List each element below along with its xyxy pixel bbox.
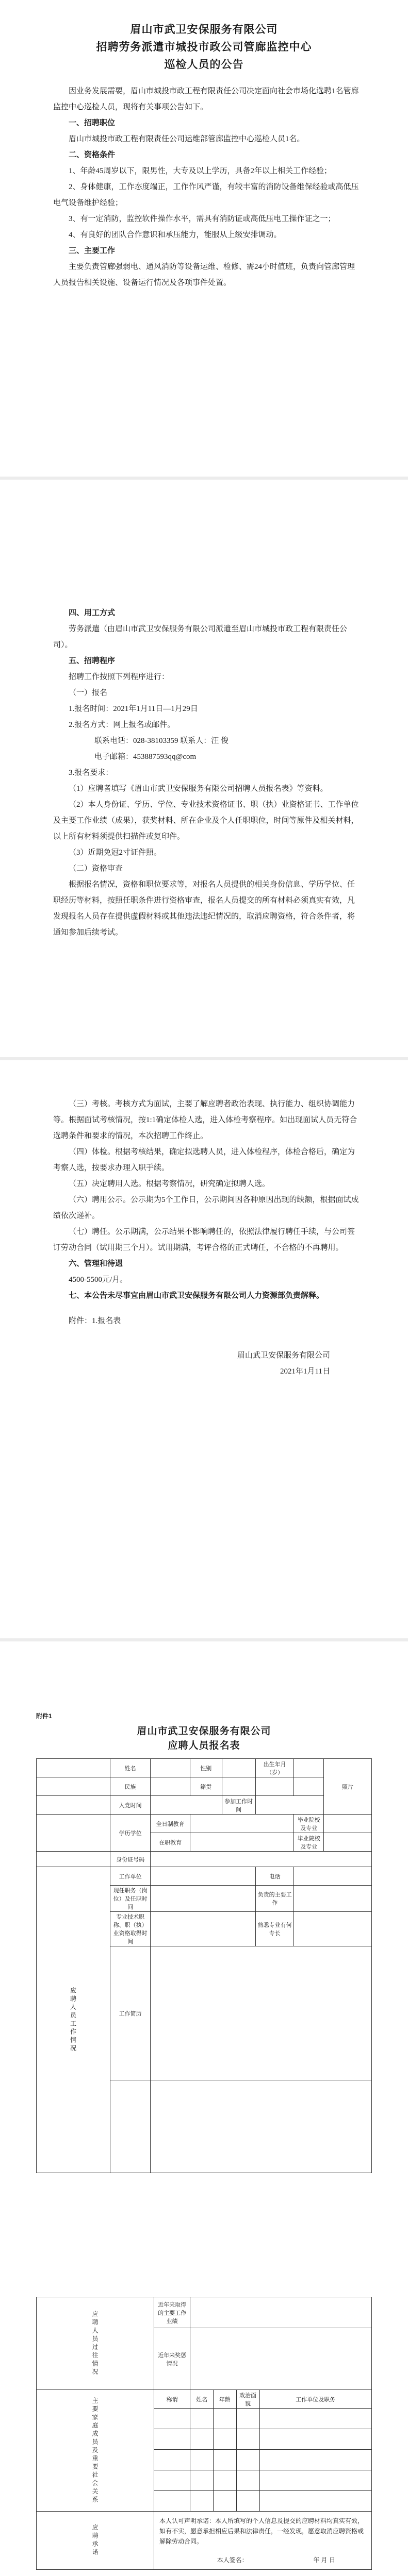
paragraph: 1.报名时间：2021年1月11日—1月29日 (69, 705, 198, 713)
notice-title (77, 21, 331, 73)
label-current-pos: 现任职务（岗位）及任职时间 (110, 1886, 151, 1912)
col-name: 姓名 (190, 2390, 214, 2409)
paragraph: （一）报名 (69, 689, 108, 697)
section-heading: 五、招聘程序 (69, 657, 116, 665)
attachment-label: 附件1 (36, 1713, 52, 1720)
col-political: 政治面貌 (236, 2390, 259, 2409)
paragraph: （三）考核。考核方式为面试，主要了解应聘者政治表现、执行能力、组织协调能力等。根据面试考核情况，按1:1确定体检人选，进入体检考察程序。如出现面试人员无符合选聘条件和要求的情况，本次招聘工作终止。 (53, 1100, 357, 1140)
label-cert: 专业技术职称、职（执）业资格取得时间 (110, 1912, 151, 1946)
issue-date: 2021年1月11日 (280, 1367, 330, 1376)
contact-email: 电子邮箱：453887593qq@com (94, 753, 197, 761)
paragraph: （七）聘任。公示期满，公示结果不影响聘任的，依照法律履行聘任手续，与公司签订劳动合同（试用期三个月）。试用期满，考评合格的正式聘任，不合格的不再聘用。 (53, 1228, 355, 1252)
label-work-start: 参加工作时间 (222, 1796, 255, 1815)
paragraph: 3.报名要求： (69, 769, 113, 777)
label-ethnic: 民族 (110, 1777, 151, 1796)
label-familiar: 熟悉专业有何专长 (255, 1912, 293, 1946)
label-name: 姓名 (110, 1759, 151, 1777)
paragraph: 劳务派遣（由眉山市武卫安保服务有限公司派遣至眉山市城投市政工程有限责任公司）。 (53, 625, 348, 649)
title-line-2: 招聘劳务派遣市城投市政公司管廊监控中心 (96, 41, 312, 53)
section-heading: 四、用工方式 (69, 609, 116, 617)
label-awards: 近年来取得的主要工作业绩 (154, 2297, 190, 2328)
paragraph: 2、身体健康，工作态度端正，工作作风严谨，有较丰富的消防设备维保经验或高低压电气设备维护经验； (53, 183, 359, 207)
intro-paragraph: 因业务发展需要，眉山市城投市政工程有限责任公司决定面向社会市场化选聘1名管廊监控中心巡检人员，现将有关事项公告如下。 (53, 87, 359, 111)
label-phone: 电话 (255, 1867, 293, 1886)
paragraph: 4500-5500元/月。 (69, 1276, 128, 1284)
form-title-2: 应聘人员报名表 (168, 1740, 240, 1751)
paragraph: （3）近期免冠2寸证件照。 (69, 849, 162, 857)
application-form (36, 1711, 372, 2570)
promise-text: 本人认可声明承诺：本人所填写的个人信息及提交的应聘材料均真实有效，如有不实，愿意承担相应后果和法律责任，一经发现，愿意取消应聘资格或解除劳动合同。 (159, 2517, 364, 2545)
date-label: 年 月 日 (313, 2556, 335, 2564)
paragraph: （五）决定聘用人选。根据考察情况，研究确定拟聘人选。 (69, 1180, 270, 1188)
section-family: 主要家庭成员及重要社会关系 (37, 2390, 154, 2512)
signer-label: 本人签名： (217, 2556, 248, 2564)
paragraph: （六）聘用公示。公示期为5个工作日，公示期间因各种原因出现的缺额，根据面试成绩依次递补。 (53, 1196, 359, 1220)
form-table-bottom (36, 2297, 372, 2570)
paragraph: 主要负责管廊强弱电、通风消防等设备运维、检修、需24小时值班，负责向管廊管理人员报告相关设施、设备运行情况及各项事件处置。 (53, 263, 355, 287)
paragraph: 1、年龄45周岁以下，限男性，大专及以上学历，具备2年以上相关工作经验； (69, 167, 332, 175)
label-inservice: 在职教育 (151, 1833, 190, 1852)
paragraph: 2.报名方式：网上报名或邮件。 (69, 721, 175, 729)
label-resume: 工作简历 (110, 1946, 151, 2080)
label-fulltime: 全日制教育 (151, 1815, 190, 1833)
label-birth: 出生年月（岁） (255, 1759, 293, 1777)
section-past: 应聘人员过往情况 (37, 2297, 154, 2390)
col-relation: 称谓 (154, 2390, 190, 2409)
section-heading: 一、招聘职位 (69, 119, 116, 127)
label-origin: 籍贯 (190, 1777, 222, 1796)
form-table-top (36, 1758, 372, 2173)
notice-body-3 (53, 1096, 360, 1380)
paragraph: （四）体检。根据考核结果，确定拟选聘人员，进入体检程序，体检合格后，确定为考察人选，按要求办理入职手续。 (53, 1148, 355, 1172)
notice-body-2 (53, 605, 360, 941)
issuer-org: 眉山武卫安保服务有限公司 (237, 1351, 330, 1360)
label-resp: 负责的主要工作 (255, 1886, 293, 1912)
label-fulltime-school: 毕业院校及专业 (294, 1815, 324, 1833)
notice-page-3 (0, 1060, 408, 1638)
contact-phone: 联系电话：028-38103359 联系人：汪 俊 (94, 737, 229, 745)
paragraph: 招聘工作按照下列程序进行： (69, 673, 170, 681)
label-inservice-school: 毕业院校及专业 (294, 1833, 324, 1852)
paragraph: （2）本人身份证、学历、学位、专业技术资格证书、职（执）业资格证书、工作单位及主要工作业绩（成果），获奖材料、所在企业及个人任职职位，时间等原件及相关材料，以上所有材料须提供扫描件或复印件。 (53, 801, 359, 841)
col-age: 年龄 (214, 2390, 237, 2409)
section-promise: 应聘承诺 (37, 2512, 154, 2570)
paragraph: 根据报名情况，资格和职位要求等，对报名人员提供的相关身份信息、学历学位、任职经历等材料，按照任职条件进行资格审查，报名人员提交的所有材料必须真实有效，凡发现报名人员存在提供虚假材料或其他违法违纪情况的，取消应聘资格，符合条件者，将通知参加后续考试。 (53, 880, 355, 937)
paragraph: （1）应聘者填写《眉山市武卫安保服务有限公司招聘人员报名表》等资料。 (69, 785, 328, 793)
paragraph: 眉山市城投市政工程有限责任公司运维部管廊监控中心巡检人员1名。 (69, 135, 305, 143)
attachment-line: 附件：1.报名表 (69, 1317, 121, 1325)
section-heading: 六、管理和待遇 (69, 1260, 123, 1268)
section-heading: 二、资格条件 (69, 151, 116, 159)
label-work-unit: 工作单位 (110, 1867, 151, 1886)
label-idno: 身份证号码 (110, 1852, 151, 1867)
paragraph: （二）资格审查 (69, 865, 123, 873)
notice-page-1 (0, 0, 408, 477)
form-title-1: 眉山市武卫安保服务有限公司 (137, 1726, 271, 1737)
photo-cell: 照片 (324, 1759, 372, 1815)
col-workplace: 工作单位及职务 (259, 2390, 372, 2409)
label-edu: 学历学位 (110, 1815, 151, 1852)
section-current: 应聘人员工作情况 (37, 1867, 110, 2173)
label-party: 入党时间 (110, 1796, 151, 1815)
paragraph: 3、有一定消防，监控软件操作水平，需具有消防证或高低压电工操作证之一； (69, 215, 336, 223)
section-heading: 七、本公告未尽事宜由眉山市武卫安保服务有限公司人力资源部负责解释。 (69, 1292, 324, 1300)
title-line-3: 巡检人员的公告 (164, 58, 244, 71)
notice-body-1 (53, 83, 360, 291)
label-punish: 近年来奖惩情况 (154, 2328, 190, 2390)
notice-page-2 (0, 480, 408, 1057)
label-gender: 性别 (190, 1759, 222, 1777)
section-heading: 三、主要工作 (69, 247, 116, 255)
paragraph: 4、有良好的团队合作意识和承压能力，能服从上级安排调动。 (69, 231, 282, 239)
title-line-1: 眉山市武卫安保服务有限公司 (130, 23, 278, 36)
